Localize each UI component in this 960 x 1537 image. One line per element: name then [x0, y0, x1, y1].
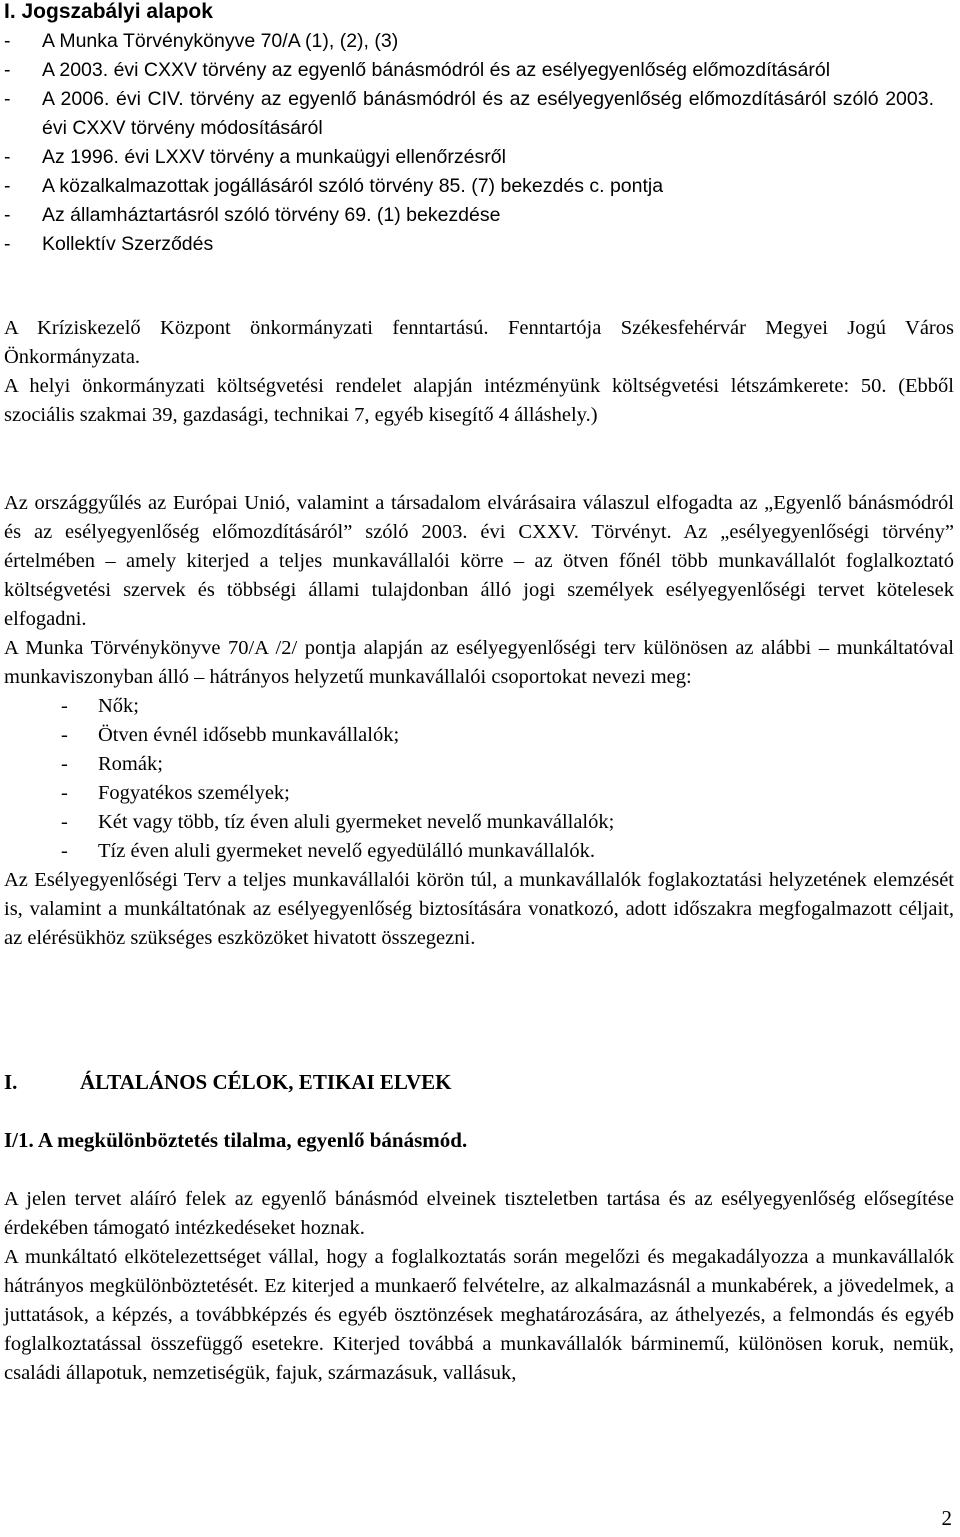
list-item	[4, 230, 934, 259]
list-item-text: A 2003. évi CXXV törvény az egyenlő bánásmódról és az esélyegyenlőség előmozdításáról	[42, 59, 831, 81]
list-dash: -	[4, 204, 11, 226]
list-item-text: Tíz éven aluli gyermeket nevelő egyedülálló munkavállalók.	[98, 840, 595, 862]
list-dash: -	[4, 175, 11, 197]
list-item	[4, 56, 934, 85]
list-dash: -	[61, 840, 68, 862]
list-item	[4, 808, 954, 837]
paragraph: A Munka Törvénykönyve 70/A /2/ pontja alapján az esélyegyenlőségi terv különösen az alábbi – munkáltatóval munkaviszonyban álló – hátrányos helyzetű munkavállalói csoportokat nevezi meg:	[4, 637, 954, 688]
page-number: 2	[941, 1506, 952, 1530]
chapter-heading	[4, 1068, 452, 1097]
chapter-title: ÁLTALÁNOS CÉLOK, ETIKAI ELVEK	[80, 1070, 452, 1094]
list-item-text: Kollektív Szerződés	[42, 233, 214, 255]
list-item	[4, 143, 934, 172]
paragraph: Az országgyűlés az Európai Unió, valamint a társadalom elvárásaira válaszul elfogadta az „Egyenlő bánásmódról és az esélyegyenlőség előmozdításáról” szóló 2003. évi CXXV. Törvényt. Az „esélyegyenlőségi törvény” értelmében – amely kiterjed a teljes munkavállalói körre – az ötven főnél több munkavállalót foglalkoztató költségvetési szervek és többségi állami tulajdonban álló jogi személyek esélyegyenlőségi tervet kötelesek elfogadni.	[4, 492, 954, 630]
list-item	[4, 85, 934, 143]
list-item	[4, 750, 954, 779]
list-item-text: Két vagy több, tíz éven aluli gyermeket nevelő munkavállalók;	[98, 811, 615, 833]
list-dash: -	[4, 88, 11, 110]
list-item-text: A Munka Törvénykönyve 70/A (1), (2), (3)	[42, 30, 399, 52]
chapter-number: I.	[4, 1070, 18, 1094]
list-item	[4, 837, 954, 866]
paragraph: A Kríziskezelő Központ önkormányzati fenntartású. Fenntartója Székesfehérvár Megyei Jogú Város Önkormányzata.	[4, 317, 954, 368]
section-title: I. Jogszabályi alapok	[4, 0, 213, 23]
list-dash: -	[4, 59, 11, 81]
list-dash: -	[61, 724, 68, 746]
subchapter-heading: I/1. A megkülönböztetés tilalma, egyenlő bánásmód.	[4, 1128, 468, 1152]
list-dash: -	[61, 782, 68, 804]
list-item	[4, 692, 954, 721]
list-item-text: Fogyatékos személyek;	[98, 782, 290, 804]
group-list	[4, 692, 954, 866]
paragraph: Az Esélyegyenlőségi Terv a teljes munkavállalói körön túl, a munkavállalók foglakoztatási helyzetének elemzését is, valamint a munkáltatónak az esélyegyenlőség biztosítására vonatkozó, adott időszakra megfogalmazott céljait, az elérésükhöz szükséges eszközöket hivatott összegezni.	[4, 869, 954, 949]
list-dash: -	[4, 146, 11, 168]
list-item-text: Az 1996. évi LXXV törvény a munkaügyi ellenőrzésről	[42, 146, 506, 168]
list-item-text: Romák;	[98, 753, 163, 775]
list-item	[4, 779, 954, 808]
list-item	[4, 721, 954, 750]
list-item	[4, 27, 934, 56]
list-item-text: A közalkalmazottak jogállásáról szóló törvény 85. (7) bekezdés c. pontja	[42, 175, 664, 197]
list-dash: -	[4, 30, 11, 52]
list-item-text: A 2006. évi CIV. törvény az egyenlő bánásmódról és az esélyegyenlőség előmozdításáról szóló 2003. évi CXXV törvény módosításáról	[42, 88, 934, 139]
list-dash: -	[61, 753, 68, 775]
paragraph: A munkáltató elkötelezettséget vállal, hogy a foglalkoztatás során megelőzi és megakadályozza a munkavállalók hátrányos megkülönböztetését. Ez kiterjed a munkaerő felvételre, az alkalmazásnál a munkabérek, a jövedelmek, a juttatások, a képzés, a továbbképzés és egyéb ösztönzések meghatározására, az áthelyezés, a felmondás és egyéb foglalkoztatással összefüggő esetekre. Kiterjed továbbá a munkavállalók bárminemű, különösen koruk, nemük, családi állapotuk, nemzetiségük, fajuk, származásuk, vallásuk,	[4, 1246, 954, 1384]
paragraph: A helyi önkormányzati költségvetési rendelet alapján intézményünk költségvetési létszámkerete: 50. (Ebből szociális szakmai 39, gazdasági, technikai 7, egyéb kisegítő 4 álláshely.)	[4, 375, 954, 426]
paragraph: A jelen tervet aláíró felek az egyenlő bánásmód elveinek tiszteletben tartása és az esélyegyenlőség elősegítése érdekében támogató intézkedéseket hoznak.	[4, 1188, 954, 1239]
list-dash: -	[4, 233, 11, 255]
list-item-text: Az államháztartásról szóló törvény 69. (1) bekezdése	[42, 204, 501, 226]
list-item-text: Ötven évnél idősebb munkavállalók;	[98, 724, 400, 746]
list-item-text: Nők;	[98, 695, 139, 717]
list-dash: -	[61, 811, 68, 833]
law-list	[4, 27, 934, 259]
body-section	[4, 489, 954, 953]
intro-section	[4, 314, 954, 430]
list-item	[4, 201, 934, 230]
final-section	[4, 1185, 954, 1388]
list-dash: -	[61, 695, 68, 717]
list-item	[4, 172, 934, 201]
